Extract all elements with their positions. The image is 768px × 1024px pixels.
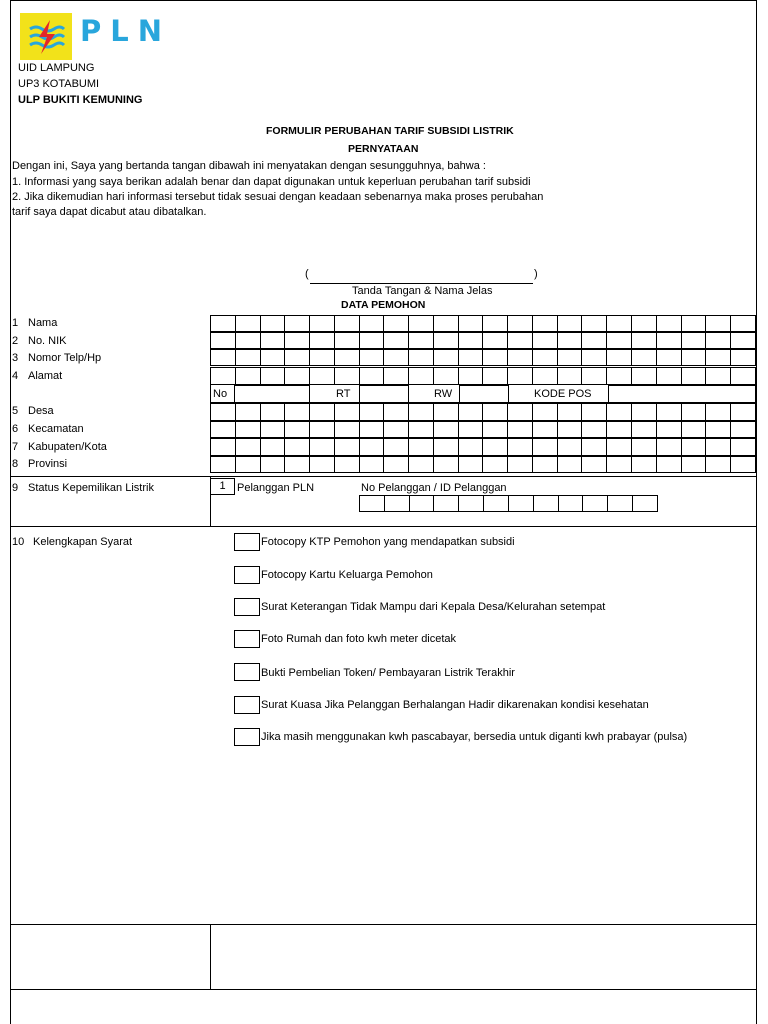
char-box[interactable]: [309, 367, 334, 385]
char-box[interactable]: [582, 495, 607, 512]
char-box[interactable]: [383, 349, 408, 366]
grid-kabupaten[interactable]: [210, 438, 756, 456]
requirement-checkbox-ktp[interactable]: [234, 533, 260, 551]
char-box[interactable]: [309, 332, 334, 349]
address-rw-box[interactable]: [459, 385, 509, 403]
char-box[interactable]: [458, 349, 483, 366]
char-box[interactable]: [730, 421, 756, 438]
char-box[interactable]: [433, 403, 458, 421]
char-box[interactable]: [284, 403, 309, 421]
char-box[interactable]: [705, 421, 730, 438]
char-box[interactable]: [581, 315, 606, 332]
field-label-nama: Nama: [28, 317, 58, 329]
char-box[interactable]: [458, 438, 483, 456]
char-box[interactable]: [383, 456, 408, 473]
char-box[interactable]: [260, 403, 285, 421]
requirement-token: Bukti Pembelian Token/ Pembayaran Listrik Terakhir: [261, 667, 515, 679]
char-box[interactable]: [632, 495, 658, 512]
signature-label: Tanda Tangan & Nama Jelas: [352, 285, 493, 297]
requirement-kuasa: Surat Kuasa Jika Pelanggan Berhalangan Hadir dikarenakan kondisi kesehatan: [261, 699, 649, 711]
char-box[interactable]: [359, 349, 384, 366]
paren-open: (: [305, 268, 309, 280]
field-label-kabupaten: Kabupaten/Kota: [28, 441, 107, 453]
char-box[interactable]: [210, 421, 235, 438]
char-box[interactable]: [433, 421, 458, 438]
char-box[interactable]: [359, 421, 384, 438]
char-box[interactable]: [210, 438, 235, 456]
char-box[interactable]: [384, 495, 409, 512]
char-box[interactable]: [606, 456, 631, 473]
field-num-5: 5: [12, 405, 19, 417]
char-box[interactable]: [408, 456, 433, 473]
pln-logo: [20, 13, 72, 60]
char-box[interactable]: [557, 367, 582, 385]
char-box[interactable]: [210, 456, 235, 473]
char-box[interactable]: [334, 438, 359, 456]
char-box[interactable]: [210, 367, 235, 385]
char-box[interactable]: [557, 315, 582, 332]
field-label-alamat: Alamat: [28, 370, 63, 382]
requirement-checkbox-kuasa[interactable]: [234, 696, 260, 714]
field-num-2: 2: [12, 335, 19, 347]
char-box[interactable]: [408, 315, 433, 332]
grid-kecamatan[interactable]: [210, 421, 756, 438]
char-box[interactable]: [631, 438, 656, 456]
char-box[interactable]: [260, 438, 285, 456]
requirements-num: 10: [12, 536, 25, 548]
char-box[interactable]: [235, 438, 260, 456]
char-box[interactable]: [210, 332, 235, 349]
grid-nik[interactable]: [210, 332, 756, 349]
char-box[interactable]: [359, 332, 384, 349]
char-box[interactable]: [383, 315, 408, 332]
char-box[interactable]: [730, 438, 756, 456]
char-box[interactable]: [482, 421, 507, 438]
statement-2b: tarif saya dapat dicabut atau dibatalkan.: [12, 206, 207, 218]
char-box[interactable]: [408, 367, 433, 385]
char-box[interactable]: [532, 456, 557, 473]
address-kodepos-label: KODE POS: [534, 388, 592, 400]
char-box[interactable]: [705, 367, 730, 385]
char-box[interactable]: [210, 315, 235, 332]
char-box[interactable]: [284, 421, 309, 438]
char-box[interactable]: [581, 349, 606, 366]
char-box[interactable]: [730, 315, 756, 332]
char-box[interactable]: [532, 367, 557, 385]
char-box[interactable]: [558, 495, 583, 512]
char-box[interactable]: [557, 349, 582, 366]
address-rw-label: RW: [434, 388, 453, 400]
char-box[interactable]: [482, 315, 507, 332]
char-box[interactable]: [656, 421, 681, 438]
char-box[interactable]: [606, 349, 631, 366]
char-box[interactable]: [359, 495, 384, 512]
address-no-label: No: [213, 388, 228, 400]
char-box[interactable]: [532, 438, 557, 456]
grid-desa[interactable]: [210, 403, 756, 421]
char-box[interactable]: [458, 367, 483, 385]
char-box[interactable]: [309, 315, 334, 332]
char-box[interactable]: [433, 367, 458, 385]
char-box[interactable]: [210, 349, 235, 366]
char-box[interactable]: [284, 315, 309, 332]
char-box[interactable]: [581, 403, 606, 421]
char-box[interactable]: [359, 315, 384, 332]
char-box[interactable]: [681, 403, 706, 421]
char-box[interactable]: [705, 438, 730, 456]
char-box[interactable]: [482, 438, 507, 456]
char-box[interactable]: [533, 495, 558, 512]
char-box[interactable]: [656, 438, 681, 456]
char-box[interactable]: [383, 438, 408, 456]
field-label-nik: No. NIK: [28, 335, 67, 347]
char-box[interactable]: [235, 456, 260, 473]
char-box[interactable]: [557, 438, 582, 456]
char-box[interactable]: [483, 495, 508, 512]
char-box[interactable]: [334, 315, 359, 332]
char-box[interactable]: [532, 421, 557, 438]
char-box[interactable]: [507, 332, 532, 349]
char-box[interactable]: [532, 403, 557, 421]
char-box[interactable]: [235, 367, 260, 385]
char-box[interactable]: [458, 495, 483, 512]
char-box[interactable]: [730, 349, 756, 366]
char-box[interactable]: [458, 421, 483, 438]
address-rt-box[interactable]: [359, 385, 409, 403]
char-box[interactable]: [482, 349, 507, 366]
char-box[interactable]: [631, 315, 656, 332]
char-box[interactable]: [408, 438, 433, 456]
field-num-6: 6: [12, 423, 19, 435]
divider-status: [10, 476, 757, 477]
char-box[interactable]: [656, 332, 681, 349]
char-box[interactable]: [408, 349, 433, 366]
requirement-ktp: Fotocopy KTP Pemohon yang mendapatkan subsidi: [261, 536, 515, 548]
char-box[interactable]: [359, 367, 384, 385]
char-box[interactable]: [607, 495, 632, 512]
char-box[interactable]: [383, 403, 408, 421]
statement-2a: 2. Jika dikemudian hari informasi tersebut tidak sesuai dengan keadaan sebenarnya maka proses perubahan: [12, 191, 544, 203]
unit-up3: UP3 KOTABUMI: [18, 78, 100, 90]
char-box[interactable]: [359, 456, 384, 473]
requirement-checkbox-kwh[interactable]: [234, 728, 260, 746]
char-box[interactable]: [458, 456, 483, 473]
char-box[interactable]: [606, 403, 631, 421]
char-box[interactable]: [631, 332, 656, 349]
char-box[interactable]: [334, 349, 359, 366]
char-box[interactable]: [681, 367, 706, 385]
divider-requirements: [10, 526, 757, 527]
char-box[interactable]: [581, 367, 606, 385]
char-box[interactable]: [557, 403, 582, 421]
char-box[interactable]: [334, 332, 359, 349]
char-box[interactable]: [507, 403, 532, 421]
status-num: 9: [12, 482, 19, 494]
char-box[interactable]: [309, 438, 334, 456]
char-box[interactable]: [433, 332, 458, 349]
char-box[interactable]: [383, 367, 408, 385]
customer-id-label: No Pelanggan / ID Pelanggan: [361, 482, 507, 494]
char-box[interactable]: [705, 403, 730, 421]
char-box[interactable]: [681, 349, 706, 366]
requirement-kwh: Jika masih menggunakan kwh pascabayar, bersedia untuk diganti kwh prabayar (pulsa): [261, 731, 688, 743]
char-box[interactable]: [260, 349, 285, 366]
grid-customer-id[interactable]: [359, 495, 658, 512]
char-box[interactable]: [631, 456, 656, 473]
requirements-label: Kelengkapan Syarat: [33, 536, 133, 548]
char-box[interactable]: [681, 456, 706, 473]
char-box[interactable]: [458, 403, 483, 421]
requirement-checkbox-token[interactable]: [234, 663, 260, 681]
char-box[interactable]: [408, 332, 433, 349]
char-box[interactable]: [532, 315, 557, 332]
requirement-checkbox-photo[interactable]: [234, 630, 260, 648]
char-box[interactable]: [309, 421, 334, 438]
char-box[interactable]: [631, 403, 656, 421]
char-box[interactable]: [359, 403, 384, 421]
paren-close: ): [534, 268, 538, 280]
char-box[interactable]: [433, 438, 458, 456]
requirement-sktm: Surat Keterangan Tidak Mampu dari Kepala Desa/Kelurahan setempat: [261, 601, 606, 613]
char-box[interactable]: [433, 495, 458, 512]
char-box[interactable]: [606, 421, 631, 438]
char-box[interactable]: [284, 349, 309, 366]
field-num-1: 1: [12, 317, 19, 329]
bottom-column-divider: [210, 924, 211, 989]
char-box[interactable]: [260, 315, 285, 332]
char-box[interactable]: [507, 421, 532, 438]
field-label-kecamatan: Kecamatan: [28, 423, 84, 435]
char-box[interactable]: [557, 456, 582, 473]
char-box[interactable]: [359, 438, 384, 456]
char-box[interactable]: [260, 421, 285, 438]
char-box[interactable]: [508, 495, 533, 512]
char-box[interactable]: [409, 495, 434, 512]
status-option-label: Pelanggan PLN: [237, 482, 315, 494]
char-box[interactable]: [656, 349, 681, 366]
char-box[interactable]: [284, 438, 309, 456]
char-box[interactable]: [631, 367, 656, 385]
char-box[interactable]: [334, 403, 359, 421]
grid-telp[interactable]: [210, 349, 756, 366]
requirement-kk: Fotocopy Kartu Keluarga Pemohon: [261, 569, 433, 581]
signature-line[interactable]: [310, 283, 533, 284]
divider-bottom-1: [10, 924, 757, 925]
char-box[interactable]: [705, 349, 730, 366]
requirement-photo: Foto Rumah dan foto kwh meter dicetak: [261, 633, 457, 645]
char-box[interactable]: [631, 421, 656, 438]
char-box[interactable]: [334, 421, 359, 438]
char-box[interactable]: [705, 332, 730, 349]
char-box[interactable]: [581, 456, 606, 473]
logo-text: PLN: [80, 14, 172, 48]
unit-uid: UID LAMPUNG: [18, 62, 95, 74]
field-label-desa: Desa: [28, 405, 54, 417]
char-box[interactable]: [557, 332, 582, 349]
char-box[interactable]: [681, 421, 706, 438]
form-title: FORMULIR PERUBAHAN TARIF SUBSIDI LISTRIK: [266, 125, 514, 137]
char-box[interactable]: [408, 403, 433, 421]
char-box[interactable]: [284, 367, 309, 385]
char-box[interactable]: [309, 403, 334, 421]
char-box[interactable]: [482, 367, 507, 385]
char-box[interactable]: [681, 315, 706, 332]
char-box[interactable]: [433, 456, 458, 473]
char-box[interactable]: [383, 332, 408, 349]
char-box[interactable]: [507, 438, 532, 456]
grid-provinsi[interactable]: [210, 456, 756, 473]
char-box[interactable]: [260, 456, 285, 473]
char-box[interactable]: [260, 332, 285, 349]
char-box[interactable]: [210, 403, 235, 421]
status-label: Status Kepemilikan Listrik: [28, 482, 154, 494]
char-box[interactable]: [681, 332, 706, 349]
char-box[interactable]: [235, 349, 260, 366]
char-box[interactable]: [656, 456, 681, 473]
field-num-7: 7: [12, 441, 19, 453]
char-box[interactable]: [705, 456, 730, 473]
section-title: DATA PEMOHON: [341, 299, 426, 311]
field-num-3: 3: [12, 352, 19, 364]
char-box[interactable]: [606, 438, 631, 456]
char-box[interactable]: [730, 456, 756, 473]
unit-ulp: ULP BUKITI KEMUNING: [18, 94, 143, 106]
char-box[interactable]: [309, 349, 334, 366]
address-no-box[interactable]: [234, 385, 310, 403]
form-subtitle: PERNYATAAN: [348, 143, 419, 155]
char-box[interactable]: [507, 315, 532, 332]
char-box[interactable]: [260, 367, 285, 385]
requirement-checkbox-sktm[interactable]: [234, 598, 260, 616]
char-box[interactable]: [656, 367, 681, 385]
field-num-4: 4: [12, 370, 19, 382]
char-box[interactable]: [730, 332, 756, 349]
requirement-checkbox-kk[interactable]: [234, 566, 260, 584]
char-box[interactable]: [507, 456, 532, 473]
lightning-icon: [24, 17, 68, 57]
grid-alamat[interactable]: [210, 367, 756, 385]
char-box[interactable]: [433, 349, 458, 366]
char-box[interactable]: [606, 367, 631, 385]
char-box[interactable]: [507, 367, 532, 385]
field-label-telp: Nomor Telp/Hp: [28, 352, 102, 364]
field-num-8: 8: [12, 458, 19, 470]
grid-nama[interactable]: [210, 315, 756, 332]
char-box[interactable]: [284, 332, 309, 349]
address-rt-label: RT: [336, 388, 351, 400]
char-box[interactable]: [482, 456, 507, 473]
char-box[interactable]: [730, 403, 756, 421]
char-box[interactable]: [482, 403, 507, 421]
char-box[interactable]: [681, 438, 706, 456]
char-box[interactable]: [458, 315, 483, 332]
char-box[interactable]: [235, 332, 260, 349]
char-box[interactable]: [235, 421, 260, 438]
char-box[interactable]: [581, 421, 606, 438]
char-box[interactable]: [284, 456, 309, 473]
char-box[interactable]: [482, 332, 507, 349]
char-box[interactable]: [705, 315, 730, 332]
intro-text: Dengan ini, Saya yang bertanda tangan dibawah ini menyatakan dengan sesungguhnya, bahwa :: [12, 160, 486, 172]
char-box[interactable]: [235, 403, 260, 421]
char-box[interactable]: [631, 349, 656, 366]
char-box[interactable]: [532, 332, 557, 349]
statement-1: 1. Informasi yang saya berikan adalah benar dan dapat digunakan untuk keperluan perubahan tarif subsidi: [12, 176, 531, 188]
char-box[interactable]: [656, 315, 681, 332]
char-box[interactable]: [557, 421, 582, 438]
char-box[interactable]: [458, 332, 483, 349]
address-kodepos-box[interactable]: [608, 385, 756, 403]
char-box[interactable]: [532, 349, 557, 366]
char-box[interactable]: [507, 349, 532, 366]
status-option-box[interactable]: 1: [210, 478, 235, 495]
char-box[interactable]: [309, 456, 334, 473]
char-box[interactable]: [408, 421, 433, 438]
char-box[interactable]: [334, 456, 359, 473]
char-box[interactable]: [581, 438, 606, 456]
char-box[interactable]: [606, 332, 631, 349]
char-box[interactable]: [383, 421, 408, 438]
char-box[interactable]: [606, 315, 631, 332]
char-box[interactable]: [235, 315, 260, 332]
char-box[interactable]: [433, 315, 458, 332]
char-box[interactable]: [730, 367, 756, 385]
divider-bottom-2: [10, 989, 757, 990]
field-label-provinsi: Provinsi: [28, 458, 68, 470]
char-box[interactable]: [656, 403, 681, 421]
char-box[interactable]: [581, 332, 606, 349]
char-box[interactable]: [334, 367, 359, 385]
